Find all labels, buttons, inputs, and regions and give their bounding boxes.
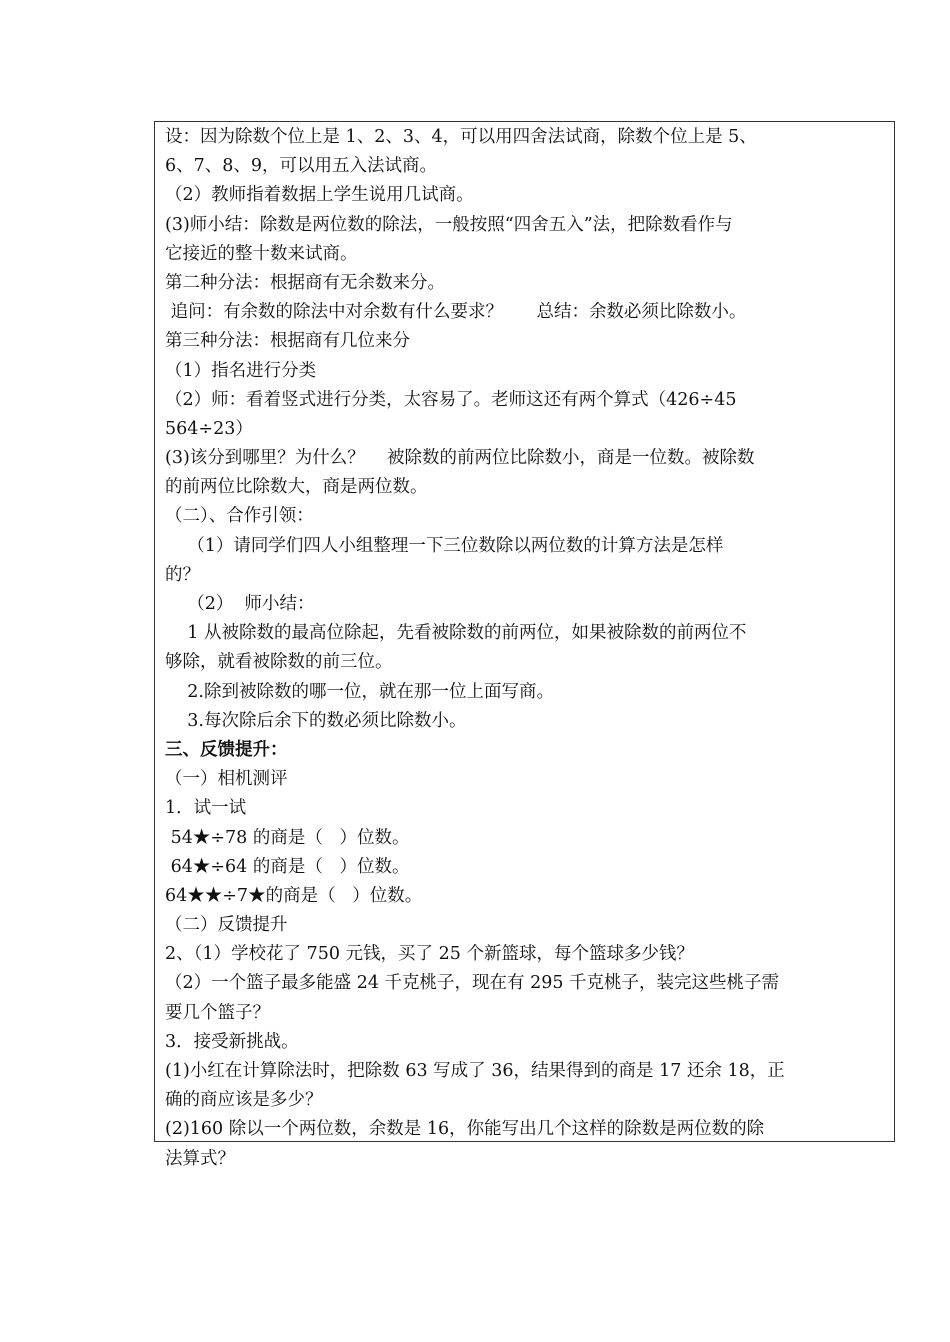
text-line: (2)160 除以一个两位数，余数是 16，你能写出几个这样的除数是两位数的除 [165,1119,765,1140]
text-line: 54★÷78 的商是（ ）位数。 [165,827,410,848]
text-line: (3)师小结：除数是两位数的除法，一般按照“四舍五入”法，把除数看作与 [165,214,733,235]
text-line: 64★÷64 的商是（ ）位数。 [165,856,410,877]
text-line: 的？ [165,564,200,585]
text-line: （1）指名进行分类 [165,360,317,381]
text-line: 1．试一试 [165,798,247,819]
text-line: 第二种分法：根据商有无余数来分。 [165,272,445,293]
text-line: 第三种分法：根据商有几位来分 [165,331,410,352]
section-heading: 三、反馈提升： [165,739,288,760]
text-line: 确的商应该是多少？ [165,1090,323,1111]
text-line: 64★★÷7★的商是（ ）位数。 [165,885,423,906]
text-line: （2） 师小结： [165,594,315,614]
text-line: (1)小红在计算除法时，把除数 63 写成了 36，结果得到的商是 17 还余 18，正 [165,1061,785,1081]
text-line: 的前两位比除数大，商是两位数。 [165,477,428,498]
text-line: 它接近的整十数来试商。 [165,243,358,264]
text-line: 追问：有余数的除法中对余数有什么要求？ 总结：余数必须比除数小。 [165,302,747,323]
text-line: 2、（1）学校花了 750 元钱，买了 25 个新篮球，每个篮球多少钱？ [165,944,694,965]
text-line: （1）请同学们四人小组整理一下三位数除以两位数的计算方法是怎样 [165,535,724,556]
text-line: 法算式？ [165,1148,235,1169]
text-line: （2）一个篮子最多能盛 24 千克桃子，现在有 295 千克桃子，装完这些桃子需 [165,973,780,994]
document-table-cell [154,121,895,1169]
text-line: 要几个篮子？ [165,1002,270,1023]
text-line: 564÷23） [165,418,253,439]
text-line: 够除，就看被除数的前三位。 [165,652,393,673]
text-line: （一）相机测评 [165,769,288,790]
text-line: 3.每次除后余下的数必须比除数小。 [165,710,467,731]
text-line: 1 从被除数的最高位除起，先看被除数的前两位，如果被除数的前两位不 [165,623,747,644]
text-line: 6、7、8、9，可以用五入法试商。 [165,156,438,177]
text-line: （2）师：看着竖式进行分类，太容易了。老师这还有两个算式（426÷45 [165,389,737,410]
text-line: (3)该分到哪里？为什么？ 被除数的前两位比除数小，商是一位数。被除数 [165,448,755,469]
text-line: （2）教师指着数据上学生说用几试商。 [165,185,474,206]
text-line: 设：因为除数个位上是 1、2、3、4，可以用四舍法试商，除数个位上是 5、 [165,127,757,147]
text-line: 2.除到被除数的哪一位，就在那一位上面写商。 [165,681,554,702]
text-line: （二）、合作引领： [165,506,314,527]
text-line: （二）反馈提升 [165,915,288,936]
text-line: 3．接受新挑战。 [165,1031,299,1052]
